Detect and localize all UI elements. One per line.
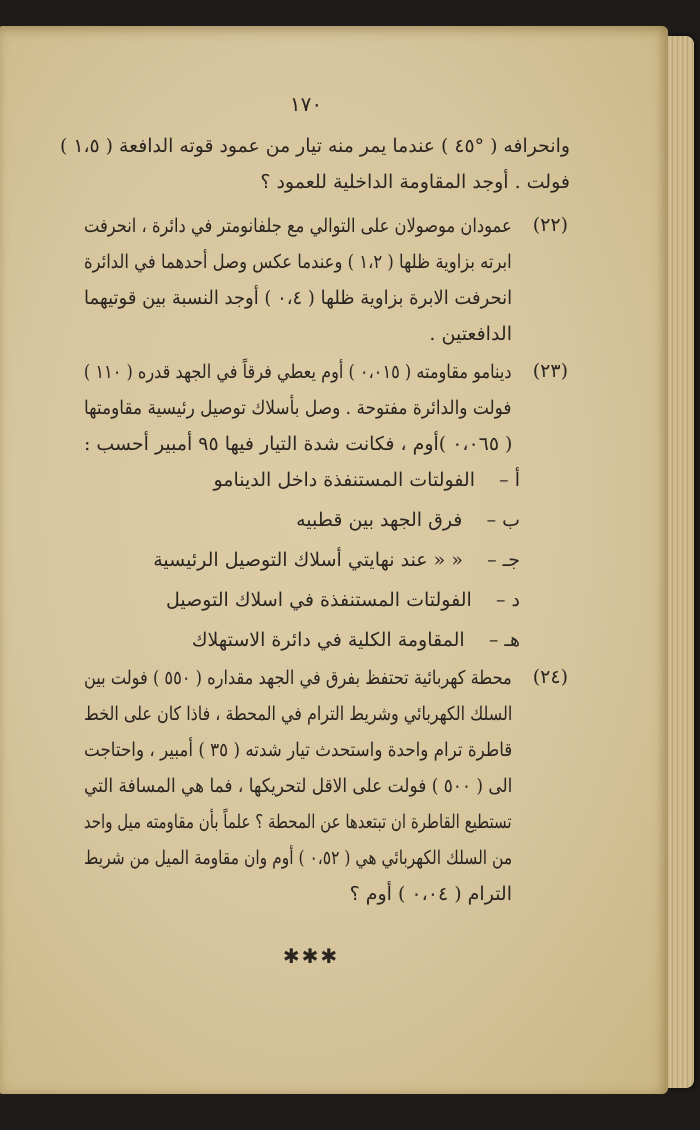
list-item xyxy=(192,622,520,658)
item-text: فرق الجهد بين قطبيه xyxy=(296,509,463,531)
item-text: المقاومة الكلية في دائرة الاستهلاك xyxy=(191,629,465,651)
problem-23-items xyxy=(140,462,520,682)
list-item xyxy=(153,542,520,578)
problem-line: الدافعتين . xyxy=(429,323,512,345)
problem-number: (٢٢) xyxy=(532,214,568,236)
problem-line: السلك الكهربائي وشريط الترام في المحطة ، فاذا كان على الخط xyxy=(83,703,512,725)
item-letter: هـ – xyxy=(488,629,520,651)
item-text: الفولتات المستنفذة داخل الدينامو xyxy=(213,469,475,491)
item-letter: ب – xyxy=(486,509,520,531)
list-item xyxy=(166,582,520,618)
problem-line: محطة كهربائية تحتفظ بفرق في الجهد مقداره ( ٥٥٠ ) فولت بين xyxy=(84,667,512,689)
problem-line: فولت والدائرة مفتوحة . وصل بأسلاك توصيل رئيسية مقاومتها xyxy=(84,397,512,419)
problem-line: الترام ( ٠،٠٤ ) أوم ؟ xyxy=(349,883,512,905)
problem-number: (٢٣) xyxy=(532,360,568,382)
item-letter: د – xyxy=(495,589,520,611)
intro-line: وانحرافه ( °٤٥ ) عندما يمر منه تيار من عمود قوته الدافعة ( ١،٥ ) xyxy=(60,135,570,157)
list-item xyxy=(213,462,520,498)
problem-line: انحرفت الابرة بزاوية ظلها ( ٠،٤ ) أوجد النسبة بين قوتيهما xyxy=(83,287,512,309)
problem-line: دينامو مقاومته ( ٠،٠١٥ ) أوم يعطي فرقاً في الجهد قدره ( ١١٠ ) xyxy=(84,361,512,383)
item-text: الفولتات المستنفذة في اسلاك التوصيل xyxy=(165,589,472,611)
book-fore-edge xyxy=(664,36,694,1088)
page-number: ١٧٠ xyxy=(289,92,323,116)
item-letter: جـ – xyxy=(487,549,520,571)
problem-line: عمودان موصولان على التوالي مع جلفانومتر في دائرة ، انحرفت xyxy=(84,215,512,237)
list-item xyxy=(296,502,520,538)
problem-number: (٢٤) xyxy=(532,666,568,688)
problem-line: تستطيع القاطرة ان تبتعدها عن المحطة ؟ علماً بأن مقاومته ميل واحد xyxy=(84,811,512,833)
problem-line: قاطرة ترام واحدة واستحدث تيار شدته ( ٣٥ ) أمبير ، واحتاجت xyxy=(83,739,513,761)
intro-line: فولت . أوجد المقاومة الداخلية للعمود ؟ xyxy=(260,171,570,193)
problem-line: الى ( ٥٠٠ ) فولت على الاقل لتحريكها ، فما هي المسافة التي xyxy=(83,775,512,797)
item-text: « « عند نهايتي أسلاك التوصيل الرئيسية xyxy=(153,549,463,571)
item-letter: أ – xyxy=(499,469,520,491)
problem-line: ( ٠،٠٦٥ )أوم ، فكانت شدة التيار فيها ٩٥ أمبير أحسب : xyxy=(83,433,512,455)
problem-line: ابرته بزاوية ظلها ( ١،٢ ) وعندما عكس وصل أحدهما في الدائرة xyxy=(84,251,512,273)
end-ornament: ✱✱✱ xyxy=(282,944,340,968)
problem-line: من السلك الكهربائي هي ( ٠،٥٢ ) أوم وان مقاومة الميل من شريط xyxy=(83,847,512,869)
